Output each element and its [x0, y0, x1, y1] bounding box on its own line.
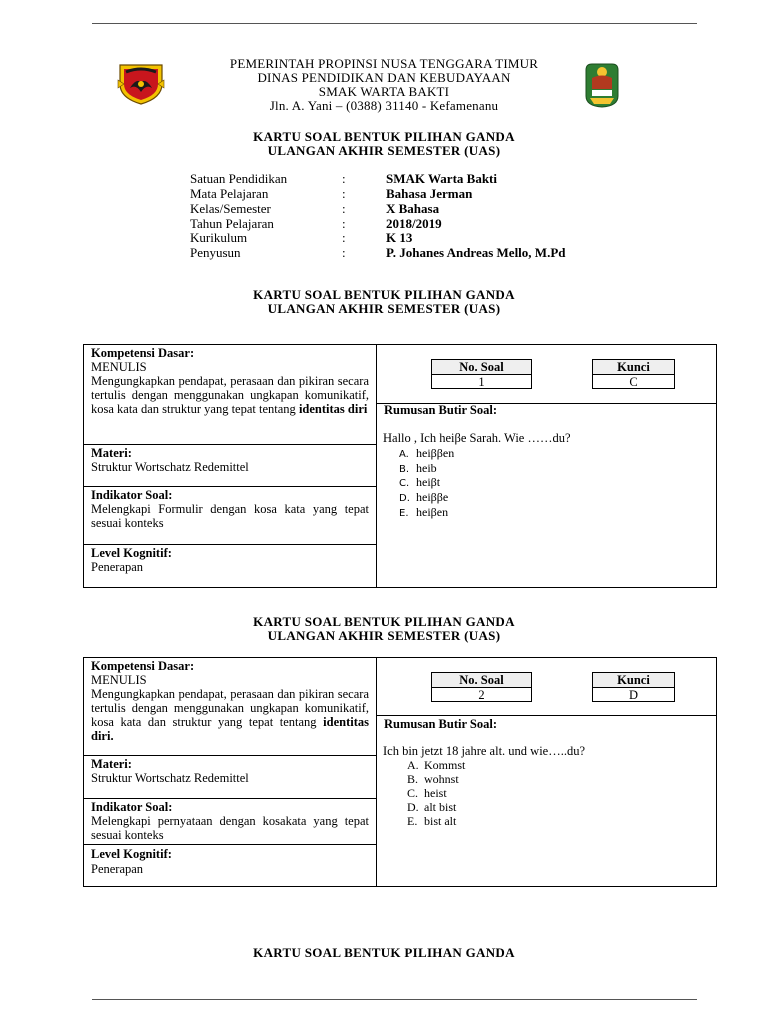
header-line-2: DINAS PENDIDIKAN DAN KEBUDAYAAN	[257, 70, 511, 85]
card-2-title: KARTU SOAL BENTUK PILIHAN GANDA	[253, 614, 515, 629]
top-rule	[92, 23, 697, 24]
option-text: heist	[424, 786, 447, 800]
identity-value: X Bahasa	[386, 201, 440, 216]
option-letter: E.	[399, 508, 409, 519]
materi-label: Materi:	[91, 757, 132, 771]
question-text: Ich bin jetzt 18 jahre alt. und wie…..du?	[383, 744, 586, 758]
identity-row	[190, 216, 650, 231]
option-letter: E.	[407, 814, 418, 828]
answer-option	[407, 786, 447, 801]
option-text: heiββe	[416, 490, 449, 504]
option-text: heiββen	[416, 446, 455, 460]
no-soal-label: No. Soal	[432, 673, 531, 688]
kd-topic: identitas diri.	[91, 715, 369, 743]
question-card-1	[83, 344, 717, 588]
option-text: alt bist	[424, 800, 457, 814]
identity-label: Penyusun	[190, 245, 241, 260]
rumusan-label: Rumusan Butir Soal:	[384, 403, 497, 417]
identity-row	[190, 245, 650, 260]
kunci-value: C	[629, 375, 638, 389]
identity-row	[190, 201, 650, 216]
no-soal-value: 1	[478, 375, 485, 389]
identity-colon: :	[342, 216, 346, 231]
materi-text: Struktur Wortschatz Redemittel	[91, 771, 249, 785]
question-text: Hallo , Ich heiβe Sarah. Wie ……du?	[383, 431, 571, 445]
header-line-4: Jln. A. Yani – (0388) 31140 - Kefamenanu	[269, 98, 499, 113]
option-letter: D.	[399, 493, 410, 504]
option-text: heiβen	[416, 505, 449, 519]
identity-row	[190, 230, 650, 245]
kd-label: Kompetensi Dasar:	[91, 659, 195, 673]
row-divider	[84, 755, 376, 756]
identity-label: Satuan Pendidikan	[190, 171, 288, 186]
materi-text: Struktur Wortschatz Redemittel	[91, 460, 249, 474]
indikator-label: Indikator Soal:	[91, 800, 173, 814]
card-1-subtitle: ULANGAN AKHIR SEMESTER (UAS)	[267, 301, 501, 316]
option-letter: A.	[407, 758, 419, 772]
answer-option	[407, 772, 459, 787]
identity-colon: :	[342, 171, 346, 186]
card-1-title: KARTU SOAL BENTUK PILIHAN GANDA	[253, 287, 515, 302]
card-3-title: KARTU SOAL BENTUK PILIHAN GANDA	[253, 945, 515, 960]
materi-label: Materi:	[91, 446, 132, 460]
no-soal-label: No. Soal	[432, 360, 531, 375]
row-divider	[84, 486, 376, 487]
rumusan-label: Rumusan Butir Soal:	[384, 717, 497, 731]
option-letter: C.	[407, 786, 419, 800]
answer-option	[399, 505, 448, 522]
option-text: Kommst	[424, 758, 466, 772]
document-title: KARTU SOAL BENTUK PILIHAN GANDA	[253, 129, 515, 144]
card-2-subtitle: ULANGAN AKHIR SEMESTER (UAS)	[267, 628, 501, 643]
level-text: Penerapan	[91, 862, 144, 876]
option-text: heib	[416, 461, 437, 475]
header-line-1: PEMERINTAH PROPINSI NUSA TENGGARA TIMUR	[229, 56, 539, 71]
indikator-text: Melengkapi Formulir dengan kosa kata yang tepat sesuai konteks	[91, 502, 369, 530]
kd-text: Mengungkapkan pendapat, perasaan dan pikiran secara tertulis dengan menggunakan ungkapan komunikatif, kosa kata dan struktur yang tepat tentang	[91, 374, 369, 416]
identity-label: Kurikulum	[190, 230, 248, 245]
kunci-box	[592, 672, 675, 702]
identity-value: 2018/2019	[386, 216, 442, 231]
option-letter: D.	[407, 800, 419, 814]
answer-option	[407, 758, 465, 773]
kunci-label: Kunci	[593, 360, 674, 375]
identity-row	[190, 186, 650, 201]
kd-skill: MENULIS	[91, 673, 147, 687]
option-letter: B.	[399, 464, 410, 475]
option-text: wohnst	[424, 772, 459, 786]
kd-skill: MENULIS	[91, 360, 147, 374]
kd-description	[91, 374, 369, 416]
kd-label: Kompetensi Dasar:	[91, 346, 195, 360]
kunci-box	[592, 359, 675, 389]
option-text: bist alt	[424, 814, 457, 828]
kd-topic: identitas diri	[298, 402, 368, 416]
option-letter: A.	[399, 449, 409, 460]
kunci-value: D	[628, 688, 639, 702]
card-divider	[376, 658, 377, 886]
indikator-label: Indikator Soal:	[91, 488, 173, 502]
level-label: Level Kognitif:	[91, 847, 172, 861]
option-text: heiβt	[416, 475, 441, 489]
question-card-2	[83, 657, 717, 887]
identity-colon: :	[342, 245, 346, 260]
header-line-3: SMAK WARTA BAKTI	[318, 84, 450, 99]
answer-option	[407, 814, 456, 829]
identity-label: Kelas/Semester	[190, 201, 271, 216]
option-letter: C.	[399, 478, 410, 489]
level-label: Level Kognitif:	[91, 546, 172, 560]
row-divider	[84, 844, 376, 845]
row-divider	[376, 715, 717, 716]
no-soal-box	[431, 359, 532, 389]
identity-value: SMAK Warta Bakti	[386, 171, 497, 186]
kunci-label: Kunci	[593, 673, 674, 688]
row-divider	[84, 444, 376, 445]
indikator-text: Melengkapi pernyataan dengan kosakata yang tepat sesuai konteks	[91, 814, 369, 842]
no-soal-box	[431, 672, 532, 702]
row-divider	[84, 544, 376, 545]
card-divider	[376, 345, 377, 587]
identity-colon: :	[342, 186, 346, 201]
document-subtitle: ULANGAN AKHIR SEMESTER (UAS)	[267, 143, 501, 158]
kd-text: Mengungkapkan pendapat, perasaan dan pikiran secara tertulis dengan menggunakan ungkapan komunikatif, kosa kata dan struktur yang tepat tentang	[91, 687, 369, 729]
row-divider	[84, 798, 376, 799]
identity-value: K 13	[386, 230, 413, 245]
level-text: Penerapan	[91, 560, 144, 574]
identity-value: Bahasa Jerman	[386, 186, 473, 201]
identity-value: P. Johanes Andreas Mello, M.Pd	[386, 245, 566, 260]
identity-row	[190, 171, 650, 186]
bottom-rule	[92, 999, 697, 1000]
option-letter: B.	[407, 772, 419, 786]
answer-option	[407, 800, 456, 815]
identity-label: Tahun Pelajaran	[190, 216, 274, 231]
identity-label: Mata Pelajaran	[190, 186, 269, 201]
no-soal-value: 2	[478, 688, 485, 702]
identity-colon: :	[342, 230, 346, 245]
identity-colon: :	[342, 201, 346, 216]
kd-description	[91, 687, 369, 743]
